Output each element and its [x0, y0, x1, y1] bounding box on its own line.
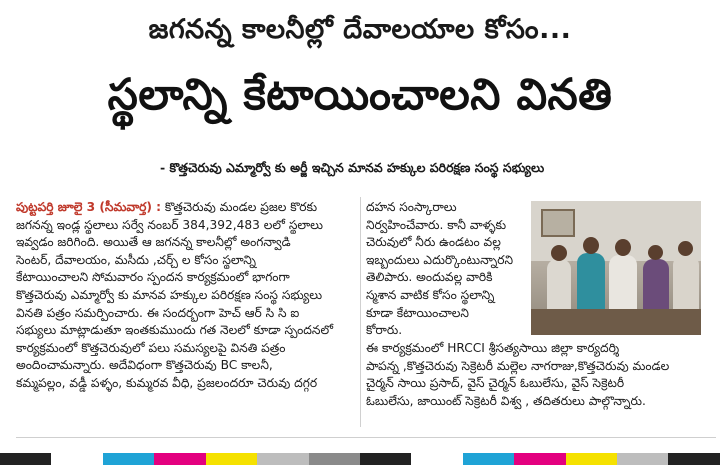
body-line: సెంటర్, దేవాలయం, మసీదు ,చర్చ్ ల కోసం స్థలాన్ని	[16, 252, 257, 267]
registration-swatch	[51, 453, 102, 465]
registration-swatch	[360, 453, 411, 465]
body-line: పాపన్న ,కొత్తచెరువు సెక్రెటరీ మల్లెల నాగరాజు,కొత్తచెరువు మండల	[366, 358, 670, 373]
article-photo	[531, 201, 701, 335]
body-line: కొత్తచెరువు ఎమ్మార్వో కు మానవ హక్కుల పరిరక్షణ సంస్థ సభ్యులు	[16, 287, 323, 302]
body-line	[16, 199, 361, 217]
article-body-left-column	[16, 199, 361, 393]
body-line: కూడా కేటాయించాలని	[366, 305, 469, 320]
photo-person-head	[583, 237, 599, 254]
registration-swatch	[257, 453, 308, 465]
article-body-right-continuation	[366, 340, 706, 410]
body-line: చైర్మన్ సాయి ప్రసాద్, వైస్ చైర్మన్ ఓబులేసు, వైస్ సెక్రెటరీ	[366, 376, 625, 391]
registration-swatch	[617, 453, 668, 465]
registration-swatch	[566, 453, 617, 465]
body-line: అందించామన్నారు. అదేవిధంగా కొత్తచెరువు BC కాలనీ,	[16, 358, 273, 373]
article-kicker: జగనన్న కాలనీల్లో దేవాలయాల కోసం...	[148, 14, 572, 45]
registration-swatch	[0, 453, 51, 465]
registration-swatch	[206, 453, 257, 465]
body-line: నిర్వహించేవారు. కానీ వాళ్ళకు	[366, 217, 507, 232]
body-line: ఓబులేసు, జాయింట్ సెక్రెటరీ విశ్వ , తదితరులు పాల్గొన్నారు.	[366, 393, 646, 408]
photo-person-head	[551, 245, 567, 261]
body-line: సభ్యులు మాట్లాడుతూ ఇంతకుముందు గత నెలలో కూడా స్పందనలో	[16, 323, 334, 338]
body-line: స్మశాన వాటిక కోసం స్థలాన్ని	[366, 287, 495, 302]
body-line: జగనన్న ఇండ్ల స్థలాలు సర్వే నంబర్ 384,392,483 లలో స్థలాలు	[16, 217, 323, 232]
body-line: కోరారు.	[366, 323, 403, 338]
body-line: కమ్మపల్లం, వడ్డీ పళ్ళం, కుమ్మరవ వీధి, ప్రజలందరూ చెరువు దగ్గర	[16, 375, 318, 390]
column-divider	[360, 197, 361, 427]
registration-swatch	[309, 453, 360, 465]
registration-swatch	[514, 453, 565, 465]
article-body-mid-column	[366, 199, 526, 340]
body-line: దహన సంస్కారాలు	[366, 200, 457, 214]
photo-wall-frame	[541, 209, 575, 237]
article-headline: స్థలాన్ని కేటాయించాలని వినతి	[107, 70, 613, 120]
registration-swatch	[103, 453, 154, 465]
print-registration-strip	[0, 453, 720, 465]
registration-swatch	[668, 453, 719, 465]
registration-swatch	[154, 453, 205, 465]
photo-desk	[531, 309, 701, 335]
registration-swatch	[463, 453, 514, 465]
body-line: కేటాయించాలని సోమవారం స్పందన కార్యక్రమంలో భాగంగా	[16, 270, 290, 285]
bottom-rule	[16, 437, 716, 438]
body-line: ఈ కార్యక్రమంలో HRCCI శ్రీసత్యసాయి జిల్లా కార్యదర్శి	[366, 341, 620, 355]
body-line: చెరువులో నీరు ఉండటం వల్ల	[366, 235, 501, 250]
body-text: కొత్తచెరువు మండల ప్రజల కొరకు	[161, 200, 318, 214]
registration-swatch	[411, 453, 462, 465]
article-byline: - కొత్తచెరువు ఎమ్మార్వో కు అర్జీ ఇచ్చిన మానవ హక్కుల పరిరక్షణ సంస్థ సభ్యులు	[160, 160, 545, 175]
body-line: వినతి పత్రం సమర్పించారు. ఈ సందర్భంగా హెచ్ ఆర్ సి సి ఐ	[16, 305, 300, 320]
body-line: ఇవ్వడం జరిగింది. అయితే ఆ జగనన్న కాలనీల్లో అంగన్వాడి	[16, 235, 291, 250]
photo-person-head	[648, 245, 663, 260]
photo-person-head	[615, 239, 631, 256]
body-line: తెలిపారు. అందువల్ల వారికి	[366, 270, 493, 285]
body-line: ఇబ్బందులు ఎదుర్కొంటున్నారని	[366, 252, 514, 267]
body-line: కార్యక్రమంలో కొత్తచెరువులో పలు సమస్యలపై వినతి పత్రం	[16, 340, 286, 355]
photo-person-head	[678, 241, 693, 256]
dateline: పుట్టపర్తి జూలై 3 (సీమవార్త) :	[16, 200, 162, 214]
